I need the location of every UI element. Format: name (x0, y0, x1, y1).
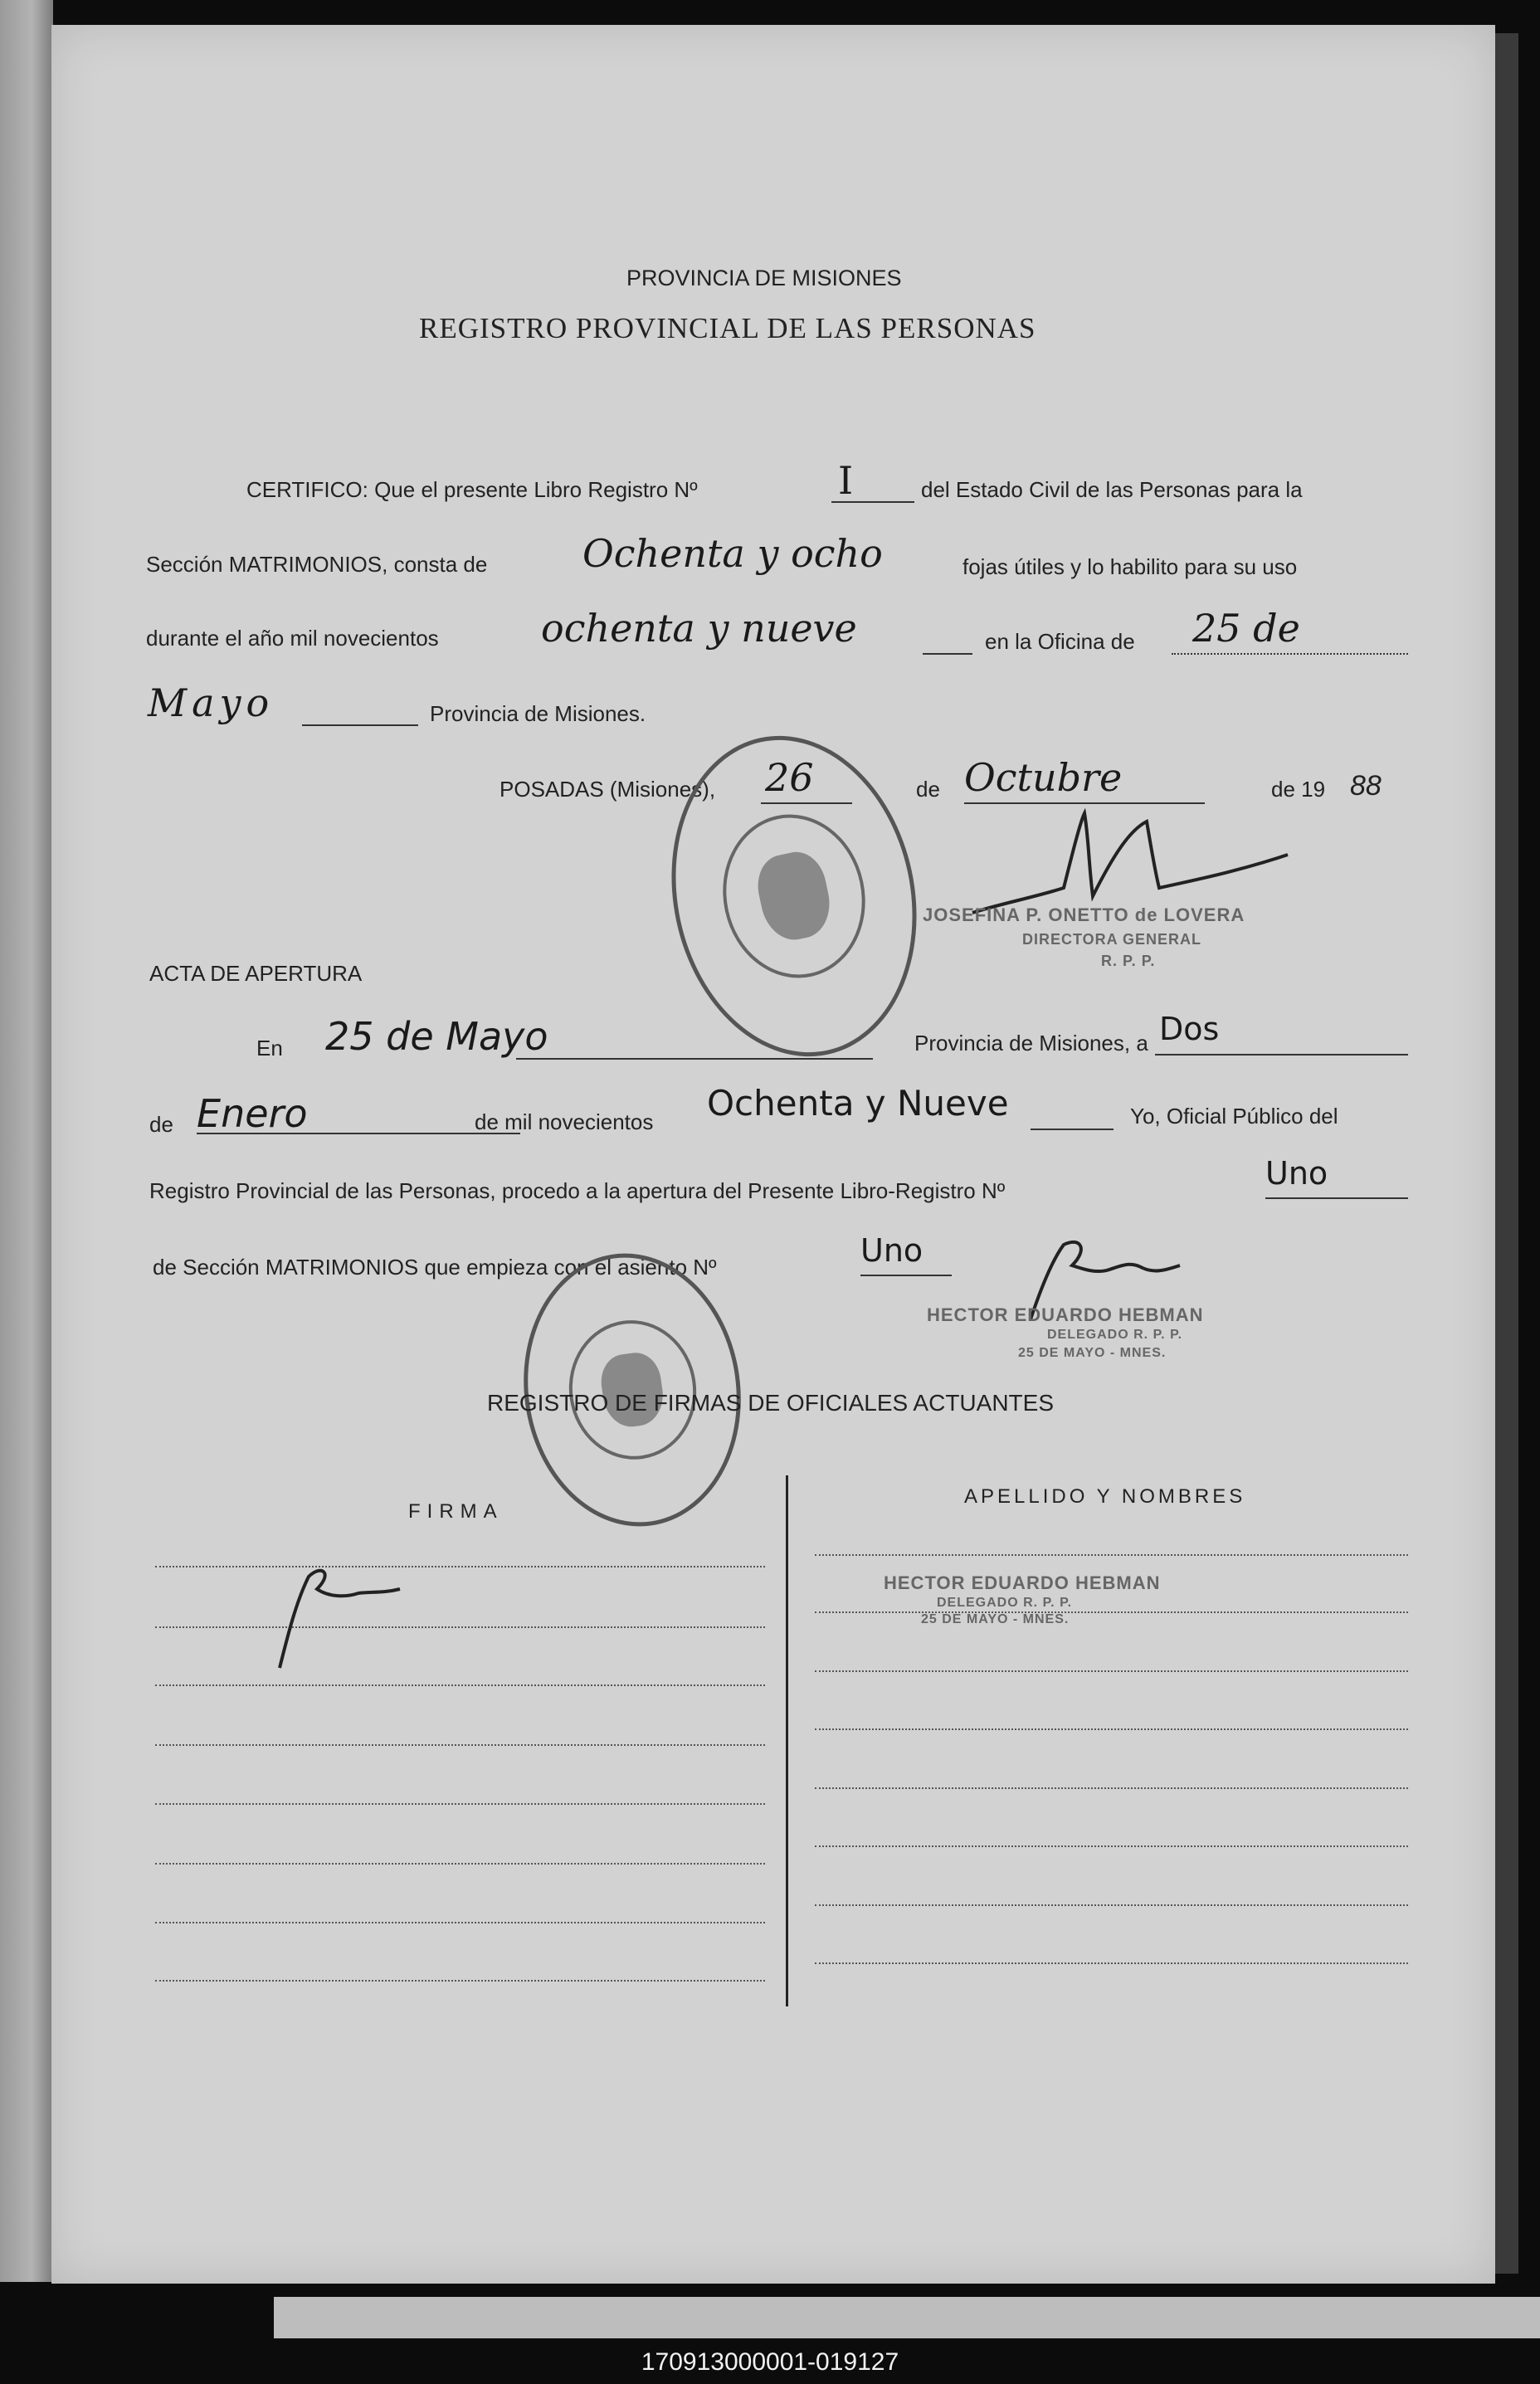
apertura-anio-underline (1031, 1129, 1114, 1130)
lugar-underline (516, 1058, 873, 1060)
apertura-line4: de Sección MATRIMONIOS que empieza con el asiento Nº (153, 1255, 717, 1280)
apertura-title: ACTA DE APERTURA (149, 961, 363, 986)
apertura-dia-underline (1155, 1054, 1408, 1055)
firma-row-line (155, 1626, 765, 1628)
apertura-libro-underline (1265, 1197, 1408, 1199)
certifico-line2-a: Sección MATRIMONIOS, consta de (146, 552, 488, 577)
nombre-row-line (815, 1845, 1408, 1847)
certifico-line3-b: en la Oficina de (985, 629, 1135, 654)
director-seal-stamp (643, 713, 946, 1080)
apertura-asiento-underline (860, 1275, 952, 1276)
apertura-asiento-value: Uno (860, 1232, 924, 1269)
apertura-de-mil: de mil novecientos (475, 1109, 654, 1134)
apertura-mes-value: Enero (197, 1091, 308, 1136)
firma-signature-1 (267, 1560, 417, 1676)
oficina-value-b: Mayo (148, 680, 275, 725)
bottom-page-edge (274, 2297, 1540, 2338)
oficina-underline (1172, 653, 1408, 655)
fojas-value: Ochenta y ocho (582, 531, 883, 576)
dia-value: 26 (765, 755, 814, 800)
mes-value: Octubre (964, 755, 1123, 800)
book-binding-left (0, 0, 53, 2282)
apellido-column-header: APELLIDO Y NOMBRES (964, 1485, 1246, 1508)
apertura-line3: Registro Provincial de las Personas, procedo a la apertura del Presente Libro-Registro Nº (149, 1178, 1006, 1203)
apertura-en: En (256, 1036, 283, 1060)
apertura-mes-underline (197, 1133, 520, 1134)
oficina-value-a: 25 de (1192, 606, 1300, 651)
nombre-stamp-title: DELEGADO R. P. P. (937, 1596, 1073, 1610)
de-label-1: de (916, 777, 940, 802)
apertura-dia-value: Dos (1159, 1011, 1220, 1047)
libro-number-value: I (838, 458, 854, 503)
anio-underline (923, 653, 972, 655)
document-page (51, 25, 1495, 2284)
anio-value: ochenta y nueve (541, 606, 857, 651)
firmas-title: REGISTRO DE FIRMAS DE OFICIALES ACTUANTES (487, 1390, 1054, 1416)
certifico-line3-a: durante el año mil novecientos (146, 626, 439, 651)
document-id: 170913000001-019127 (641, 2348, 899, 2376)
firmas-column-divider (786, 1475, 788, 2006)
delegado-name-stamp: HECTOR EDUARDO HEBMAN (927, 1304, 1204, 1325)
apertura-lugar-value: 25 de Mayo (325, 1014, 548, 1059)
apertura-libro-value: Uno (1265, 1155, 1328, 1192)
de-year-label: de 19 (1271, 777, 1326, 802)
certifico-line1-b: del Estado Civil de las Personas para la (921, 477, 1303, 502)
coat-of-arms-icon (752, 846, 836, 945)
nombre-row-line (815, 1904, 1408, 1906)
certifico-line4-b: Provincia de Misiones. (430, 701, 646, 726)
apertura-de: de (149, 1112, 173, 1137)
nombre-row-line (815, 1611, 1408, 1613)
director-org: R. P. P. (1101, 953, 1156, 969)
firma-row-line (155, 1684, 765, 1686)
firma-row-line (155, 1863, 765, 1865)
province-heading: PROVINCIA DE MISIONES (626, 266, 902, 290)
delegado-title-stamp: DELEGADO R. P. P. (1047, 1328, 1183, 1342)
director-name: JOSEFINA P. ONETTO de LOVERA (923, 904, 1245, 925)
nombre-row-line (815, 1962, 1408, 1964)
libro-number-underline (831, 501, 914, 503)
firma-column-header: FIRMA (408, 1500, 504, 1523)
director-title: DIRECTORA GENERAL (1022, 931, 1202, 948)
firma-row-line (155, 1566, 765, 1567)
year-suffix-value: 88 (1350, 770, 1382, 802)
firma-row-line (155, 1803, 765, 1805)
certifico-line1-a: CERTIFICO: Que el presente Libro Registro Nº (246, 477, 698, 502)
firma-row-line (155, 1980, 765, 1982)
apertura-anio-value: Ochenta y Nueve (707, 1083, 1009, 1124)
nombre-stamp-place: 25 DE MAYO - MNES. (921, 1612, 1070, 1626)
registry-heading: REGISTRO PROVINCIAL DE LAS PERSONAS (419, 312, 1036, 344)
firma-row-line (155, 1922, 765, 1923)
certifico-line2-b: fojas útiles y lo habilito para su uso (962, 554, 1298, 579)
posadas-label: POSADAS (Misiones), (500, 777, 716, 802)
mes-underline (964, 802, 1205, 804)
nombre-row-line (815, 1554, 1408, 1556)
nombre-stamp-name: HECTOR EDUARDO HEBMAN (884, 1572, 1161, 1593)
nombre-row-line (815, 1670, 1408, 1672)
nombre-row-line (815, 1728, 1408, 1730)
delegado-place-stamp: 25 DE MAYO - MNES. (1018, 1346, 1167, 1360)
nombre-row-line (815, 1787, 1408, 1789)
apertura-yo: Yo, Oficial Público del (1130, 1104, 1338, 1129)
apertura-prov: Provincia de Misiones, a (914, 1031, 1148, 1055)
mayo-underline (302, 724, 418, 726)
firma-row-line (155, 1744, 765, 1746)
